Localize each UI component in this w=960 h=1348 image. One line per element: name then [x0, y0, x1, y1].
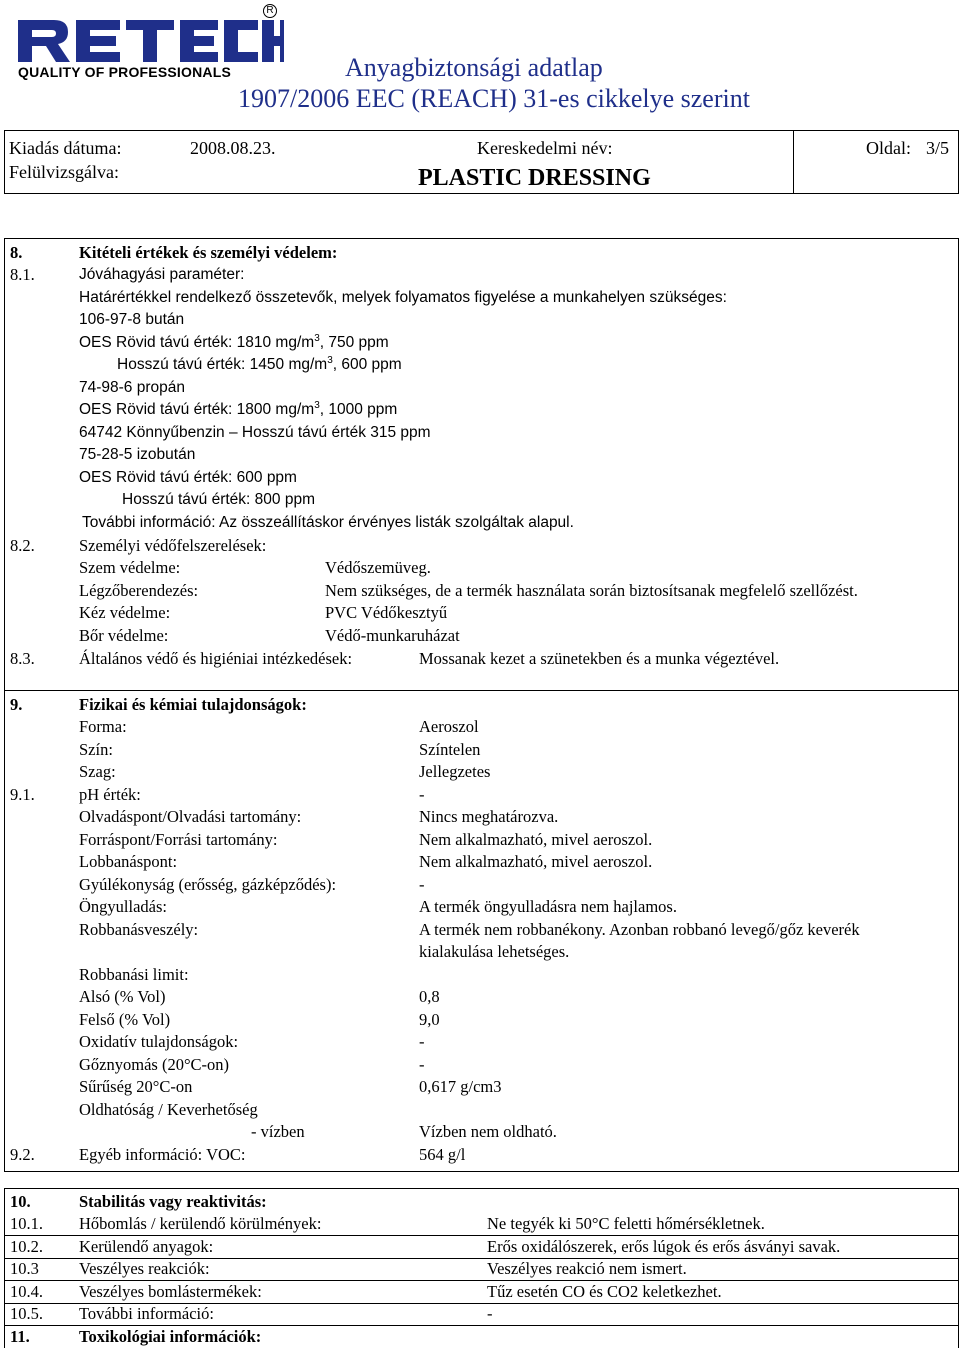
s10-row-3-value: Veszélyes reakció nem ismert. — [487, 1259, 687, 1278]
s82-title: Személyi védőfelszerelések: — [79, 536, 267, 555]
s81-line-11: További információ: Az összeállításkor érvényes listák szolgáltak alapul. — [82, 514, 574, 531]
forras-label: Forráspont/Forrási tartomány: — [79, 830, 278, 849]
issue-date-value: 2008.08.23. — [190, 138, 276, 158]
szin-label: Szín: — [79, 740, 113, 759]
oxid-value: - — [419, 1032, 425, 1051]
robv-label: Robbanásveszély: — [79, 920, 199, 939]
s10-row-5-label: További információ: — [79, 1304, 214, 1323]
suru-label: Sűrűség 20°C-on — [79, 1077, 193, 1096]
olvad-value: Nincs meghatározva. — [419, 807, 559, 826]
s81-title: Jóváhagyási paraméter: — [79, 266, 245, 283]
robv-value-1: A termék nem robbanékony. Azonban robbanó levegő/gőz keverék — [419, 920, 860, 939]
szag-value: Jellegzetes — [419, 762, 491, 781]
s81-line-8: 75-28-5 izobután — [79, 446, 196, 463]
ppe-hand-value: PVC Védőkesztyű — [325, 603, 448, 622]
s81-num: 8.1. — [10, 265, 35, 284]
s10-row-4-value: Tűz esetén CO és CO2 keletkezhet. — [487, 1282, 722, 1301]
ppe-hand-label: Kéz védelme: — [79, 603, 171, 622]
s81-line-4: Hosszú távú érték: 1450 $mg/m^3$, 600 ppm — [117, 354, 402, 373]
review-label: Felülvizsgálva: — [9, 162, 119, 182]
robl-label: Robbanási limit: — [79, 965, 189, 984]
ongy-value: A termék öngyulladásra nem hajlamos. — [419, 897, 677, 916]
s10-row-divider-3 — [4, 1280, 959, 1281]
header-table-divider — [793, 130, 794, 194]
ongy-label: Öngyulladás: — [79, 897, 167, 916]
s10-row-1-label: Hőbomlás / kerülendő körülmények: — [79, 1214, 322, 1233]
forma-value: Aeroszol — [419, 717, 479, 736]
s10-row-1-num: 10.1. — [10, 1214, 43, 1233]
s8-title: Kitételi értékek és személyi védelem: — [79, 243, 338, 262]
s10-row-5-value: - — [487, 1304, 493, 1323]
logo — [14, 6, 284, 78]
s81-line-9: OES Rövid távú érték: 600 ppm — [79, 469, 297, 486]
s10-row-4-num: 10.4. — [10, 1282, 43, 1301]
doc-title-line1: Anyagbiztonsági adatlap — [345, 53, 603, 82]
lobban-value: Nem alkalmazható, mivel aeroszol. — [419, 852, 653, 871]
s9-title: Fizikai és kémiai tulajdonságok: — [79, 695, 307, 714]
oxid-label: Oxidatív tulajdonságok: — [79, 1032, 239, 1051]
s81-line-10: Hosszú távú érték: 800 ppm — [122, 491, 315, 508]
s81-line-1: Határértékkel rendelkező összetevők, melyek folyamatos figyelése a munkahelyen szükséges: — [79, 289, 727, 306]
ppe-eye-value: Védőszemüveg. — [325, 558, 431, 577]
s10-row-divider-5 — [4, 1325, 959, 1326]
s11-num: 11. — [10, 1327, 30, 1346]
s10-num: 10. — [10, 1192, 31, 1211]
ppe-eye-label: Szem védelme: — [79, 558, 181, 577]
also-label: Alsó (% Vol) — [79, 987, 166, 1006]
voc-label: Egyéb információ: VOC: — [79, 1145, 246, 1164]
robv-value-2: kialakulása lehetséges. — [419, 942, 570, 961]
oldh-label: Oldhatóság / Keverhetőség — [79, 1100, 258, 1119]
szin-value: Színtelen — [419, 740, 481, 759]
s81-line-5: 74-98-6 propán — [79, 379, 185, 396]
s9-num: 9. — [10, 695, 23, 714]
s10-row-1-value: Ne tegyék ki 50°C feletti hőmérsékletnek. — [487, 1214, 765, 1233]
s91-num: 9.1. — [10, 785, 35, 804]
ppe-resp-label: Légzőberendezés: — [79, 581, 199, 600]
s81-line-3: OES Rövid távú érték: 1810 $mg/m^3$, 750 ppm — [79, 332, 389, 351]
logo-tagline: QUALITY OF PROFESSIONALS — [18, 64, 232, 80]
felso-value: 9,0 — [419, 1010, 440, 1029]
issue-date-label: Kiadás dátuma: — [9, 138, 122, 158]
forras-value: Nem alkalmazható, mivel aeroszol. — [419, 830, 653, 849]
gyul-value: - — [419, 875, 425, 894]
page-value: 3/5 — [926, 138, 950, 158]
also-value: 0,8 — [419, 987, 440, 1006]
doc-title-line2: 1907/2006 EEC (REACH) 31-es cikkelye szerint — [238, 84, 750, 113]
ppe-skin-value: Védő-munkaruházat — [325, 626, 460, 645]
s81-line-7: 64742 Könnyűbenzin – Hosszú távú érték 315 ppm — [79, 424, 431, 441]
s92-num: 9.2. — [10, 1145, 35, 1164]
voc-value: 564 g/l — [419, 1145, 466, 1164]
s81-line-6: OES Rövid távú érték: 1800 $mg/m^3$, 1000 ppm — [79, 399, 398, 418]
s81-line-2: 106-97-8 bután — [79, 311, 185, 328]
viz-label: - vízben — [251, 1122, 305, 1141]
s10-row-4-label: Veszélyes bomlástermékek: — [79, 1282, 262, 1301]
s82-num: 8.2. — [10, 536, 35, 555]
trade-name-value: PLASTIC DRESSING — [418, 165, 651, 191]
s83-label: Általános védő és higiéniai intézkedések: — [79, 649, 353, 668]
s10-row-2-value: Erős oxidálószerek, erős lúgok és erős ásványi savak. — [487, 1237, 841, 1256]
ph-value: - — [419, 785, 425, 804]
s10-row-2-num: 10.2. — [10, 1237, 43, 1256]
s10-row-5-num: 10.5. — [10, 1304, 43, 1323]
s83-num: 8.3. — [10, 649, 35, 668]
registered-mark: R — [263, 4, 277, 18]
goz-value: - — [419, 1055, 425, 1074]
s10-row-divider-1 — [4, 1235, 959, 1236]
goz-label: Gőznyomás (20°C-on) — [79, 1055, 230, 1074]
felso-label: Felső (% Vol) — [79, 1010, 171, 1029]
szag-label: Szag: — [79, 762, 116, 781]
s10-title: Stabilitás vagy reaktivitás: — [79, 1192, 267, 1211]
s10-row-2-label: Kerülendő anyagok: — [79, 1237, 214, 1256]
ppe-resp-value: Nem szükséges, de a termék használata során biztosítsanak megfelelő szellőzést. — [325, 581, 858, 600]
s10-row-3-num: 10.3 — [10, 1259, 39, 1278]
s83-value: Mossanak kezet a szünetekben és a munka végeztével. — [419, 649, 780, 668]
trade-name-label: Kereskedelmi név: — [477, 138, 613, 158]
forma-label: Forma: — [79, 717, 127, 736]
s11-title: Toxikológiai információk: — [79, 1327, 262, 1346]
suru-value: 0,617 g/cm3 — [419, 1077, 502, 1096]
s10-row-3-label: Veszélyes reakciók: — [79, 1259, 210, 1278]
s8-num: 8. — [10, 243, 23, 262]
gyul-label: Gyúlékonyság (erősség, gázképződés): — [79, 875, 337, 894]
ppe-skin-label: Bőr védelme: — [79, 626, 169, 645]
page-label: Oldal: — [866, 138, 911, 158]
viz-value: Vízben nem oldható. — [419, 1122, 557, 1141]
ph-label: pH érték: — [79, 785, 141, 804]
lobban-label: Lobbanáspont: — [79, 852, 178, 871]
olvad-label: Olvadáspont/Olvadási tartomány: — [79, 807, 302, 826]
